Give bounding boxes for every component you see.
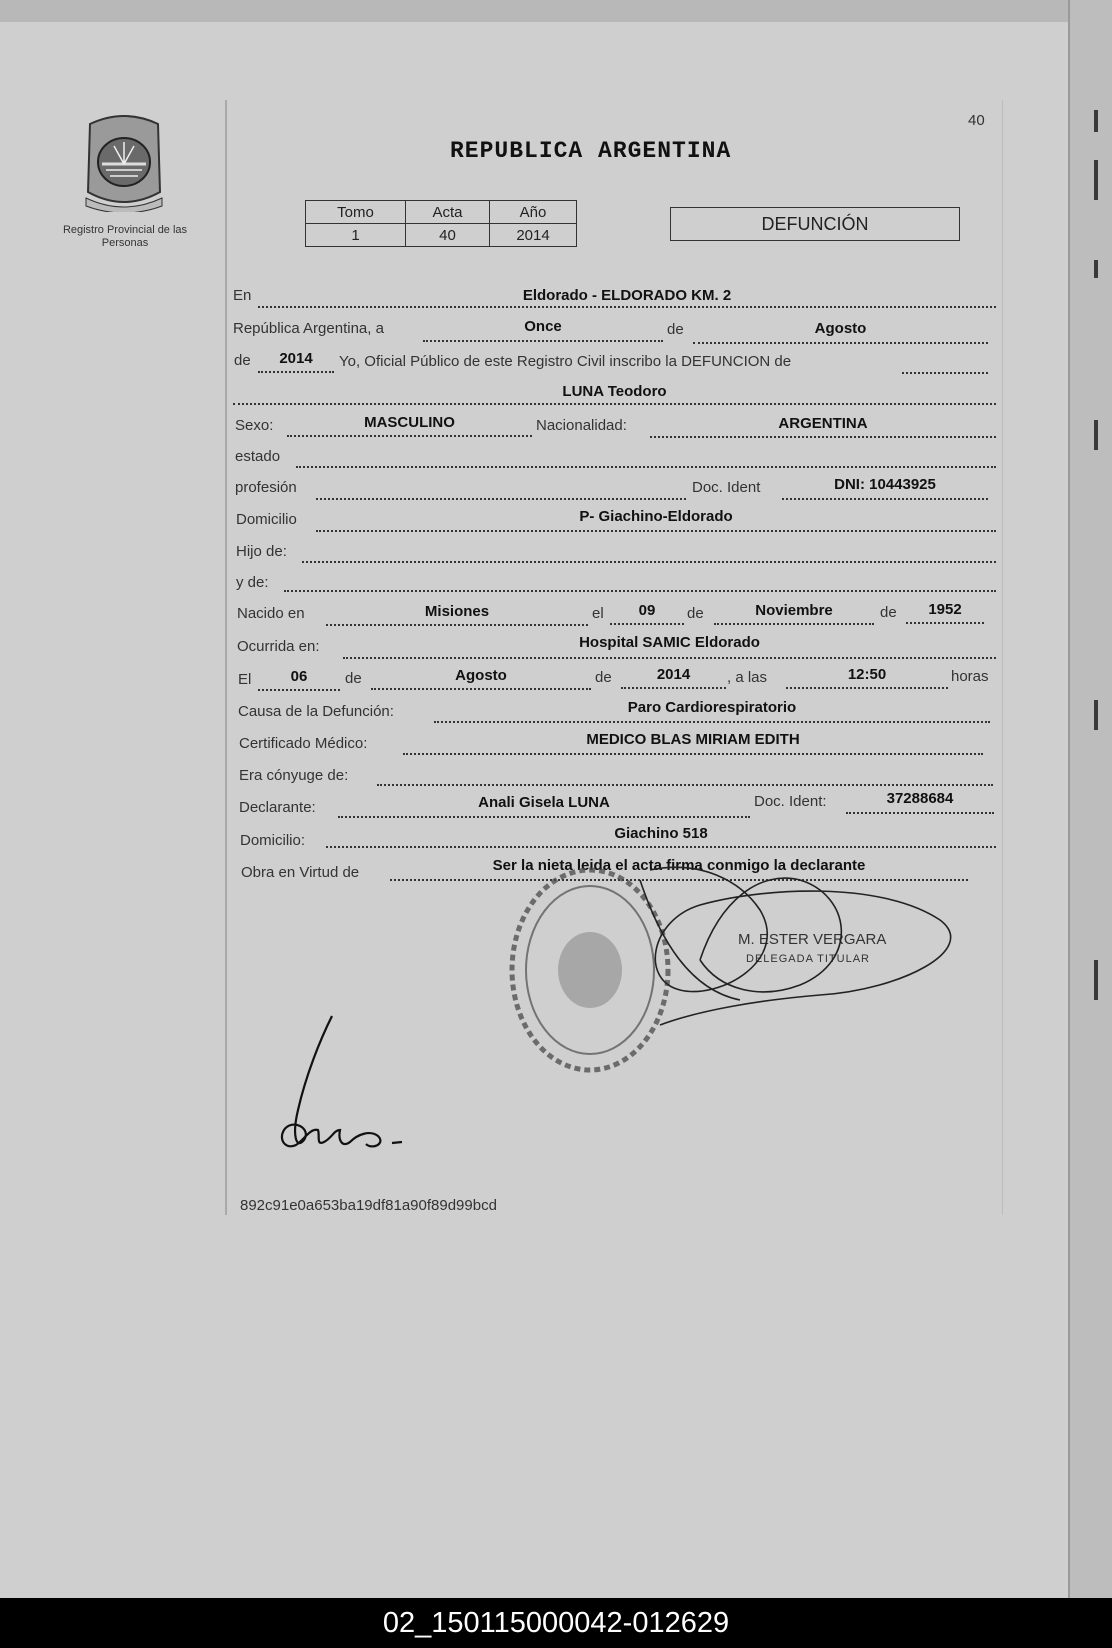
de-label: de [345,670,362,687]
tomo-value: 1 [306,224,406,247]
el-cap-label: El [238,671,252,688]
oficial-text: Yo, Oficial Público de este Registro Civil inscribo la DEFUNCION de [339,353,792,370]
delegate-stamp [738,931,886,965]
ano-header: Año [490,201,577,224]
declarant-signature [282,1016,402,1146]
birth-month-value: Noviembre [755,602,833,619]
estado-label: estado [235,448,281,465]
death-month-value: Agosto [455,667,507,684]
scan-footer-id: 02_150115000042-012629 [0,1598,1112,1648]
horas-label: horas [951,668,989,685]
declarante-label: Declarante: [239,799,316,816]
stamp-name: M. ESTER VERGARA [738,931,887,948]
ano-value: 2014 [490,224,577,247]
hijo-de-label: Hijo de: [236,543,287,560]
place-value: Eldorado - ELDORADO KM. 2 [522,287,732,304]
stamp-role: DELEGADA TITULAR [746,953,870,965]
nacionalidad-value: ARGENTINA [778,415,868,432]
decl-domicilio-value: Giachino 518 [614,825,708,842]
death-day-value: 06 [290,668,308,685]
certificado-value: MEDICO BLAS MIRIAM EDITH [586,731,800,748]
conyuge-label: Era cónyuge de: [239,767,349,784]
domicilio-value: P- Giachino-Eldorado [579,508,733,525]
y-de-label: y de: [236,574,269,591]
document-type-box: DEFUNCIÓN [670,207,960,241]
en-label: En [233,287,252,304]
month-value: Agosto [814,320,867,337]
causa-value: Paro Cardiorespiratorio [627,699,797,716]
day-value: Once [524,318,562,335]
de-label: de [595,669,612,686]
year-value: 2014 [279,350,313,367]
tomo-header: Tomo [306,201,406,224]
death-year-value: 2014 [656,666,691,683]
decl-doc-value: 37288684 [886,790,954,807]
acta-value: 40 [406,224,490,247]
decl-domicilio-label: Domicilio: [240,832,306,849]
certificado-label: Certificado Médico: [239,735,368,752]
ocurrida-label: Ocurrida en: [237,638,320,655]
de-label: de [234,352,251,369]
doc-ident-label: Doc. Ident [692,479,761,496]
declarante-value: Anali Gisela LUNA [478,794,610,811]
birth-place-value: Misiones [424,603,490,620]
doc-ident-value: DNI: 10443925 [834,476,936,493]
hash-code: 892c91e0a653ba19df81a90f89d99bcd [240,1197,497,1214]
official-round-seal [512,870,668,1070]
nacionalidad-label: Nacionalidad: [536,417,627,434]
profesion-label: profesión [235,479,297,496]
nacido-label: Nacido en [237,605,305,622]
birth-day-value: 09 [638,602,656,619]
deceased-name: LUNA Teodoro [562,383,667,400]
death-time-value: 12:50 [847,666,887,683]
de-label: de [687,605,704,622]
de-label: de [667,321,684,338]
obra-label: Obra en Virtud de [241,864,360,881]
de-label: de [880,604,897,621]
page-title: REPUBLICA ARGENTINA [450,138,732,164]
domicilio-label: Domicilio [236,511,297,528]
causa-label: Causa de la Defunción: [238,703,394,720]
el-label: el [592,605,604,622]
acta-header: Acta [406,201,490,224]
registry-label: Registro Provincial de las Personas [62,224,188,249]
decl-doc-label: Doc. Ident: [754,793,827,810]
republica-label: República Argentina, a [233,320,384,337]
obra-value: Ser la nieta leida el acta firma conmigo la declarante [492,857,866,874]
page-number: 40 [968,112,985,129]
sexo-label: Sexo: [235,417,274,434]
a-las-label: , a las [727,669,768,686]
birth-year-value: 1952 [928,601,962,618]
sexo-value: MASCULINO [364,414,455,431]
death-place-value: Hospital SAMIC Eldorado [579,634,760,651]
